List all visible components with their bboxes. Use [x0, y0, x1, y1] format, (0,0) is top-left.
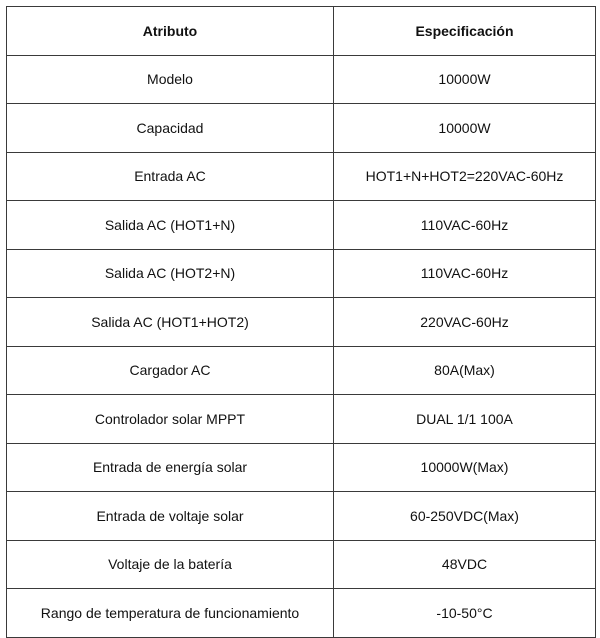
header-specification: Especificación — [334, 7, 596, 56]
table-row — [7, 298, 596, 347]
attribute-cell: Capacidad — [7, 104, 334, 153]
table-row — [7, 55, 596, 104]
specification-cell: 10000W — [334, 55, 596, 104]
specification-cell: 110VAC-60Hz — [334, 201, 596, 250]
specification-cell: DUAL 1/1 100A — [334, 395, 596, 444]
table-header-row — [7, 7, 596, 56]
attribute-cell: Entrada de voltaje solar — [7, 492, 334, 541]
header-attribute: Atributo — [7, 7, 334, 56]
attribute-cell: Modelo — [7, 55, 334, 104]
table-row — [7, 104, 596, 153]
specification-cell: 80A(Max) — [334, 346, 596, 395]
attribute-cell: Entrada AC — [7, 152, 334, 201]
attribute-cell: Entrada de energía solar — [7, 443, 334, 492]
table-row — [7, 589, 596, 638]
specification-cell: 110VAC-60Hz — [334, 249, 596, 298]
table-row — [7, 346, 596, 395]
attribute-cell: Voltaje de la batería — [7, 540, 334, 589]
attribute-cell: Salida AC (HOT1+N) — [7, 201, 334, 250]
table-row — [7, 152, 596, 201]
table-row — [7, 395, 596, 444]
specification-cell: -10-50°C — [334, 589, 596, 638]
specification-cell: 220VAC-60Hz — [334, 298, 596, 347]
specification-cell: 10000W — [334, 104, 596, 153]
specification-cell: 10000W(Max) — [334, 443, 596, 492]
attribute-cell: Rango de temperatura de funcionamiento — [7, 589, 334, 638]
attribute-cell: Cargador AC — [7, 346, 334, 395]
specification-cell: HOT1+N+HOT2=220VAC-60Hz — [334, 152, 596, 201]
table-row — [7, 249, 596, 298]
specification-cell: 60-250VDC(Max) — [334, 492, 596, 541]
attribute-cell: Salida AC (HOT2+N) — [7, 249, 334, 298]
attribute-cell: Controlador solar MPPT — [7, 395, 334, 444]
table-row — [7, 492, 596, 541]
table-row — [7, 443, 596, 492]
attribute-cell: Salida AC (HOT1+HOT2) — [7, 298, 334, 347]
table-row — [7, 540, 596, 589]
spec-table — [6, 6, 596, 638]
specification-cell: 48VDC — [334, 540, 596, 589]
table-row — [7, 201, 596, 250]
